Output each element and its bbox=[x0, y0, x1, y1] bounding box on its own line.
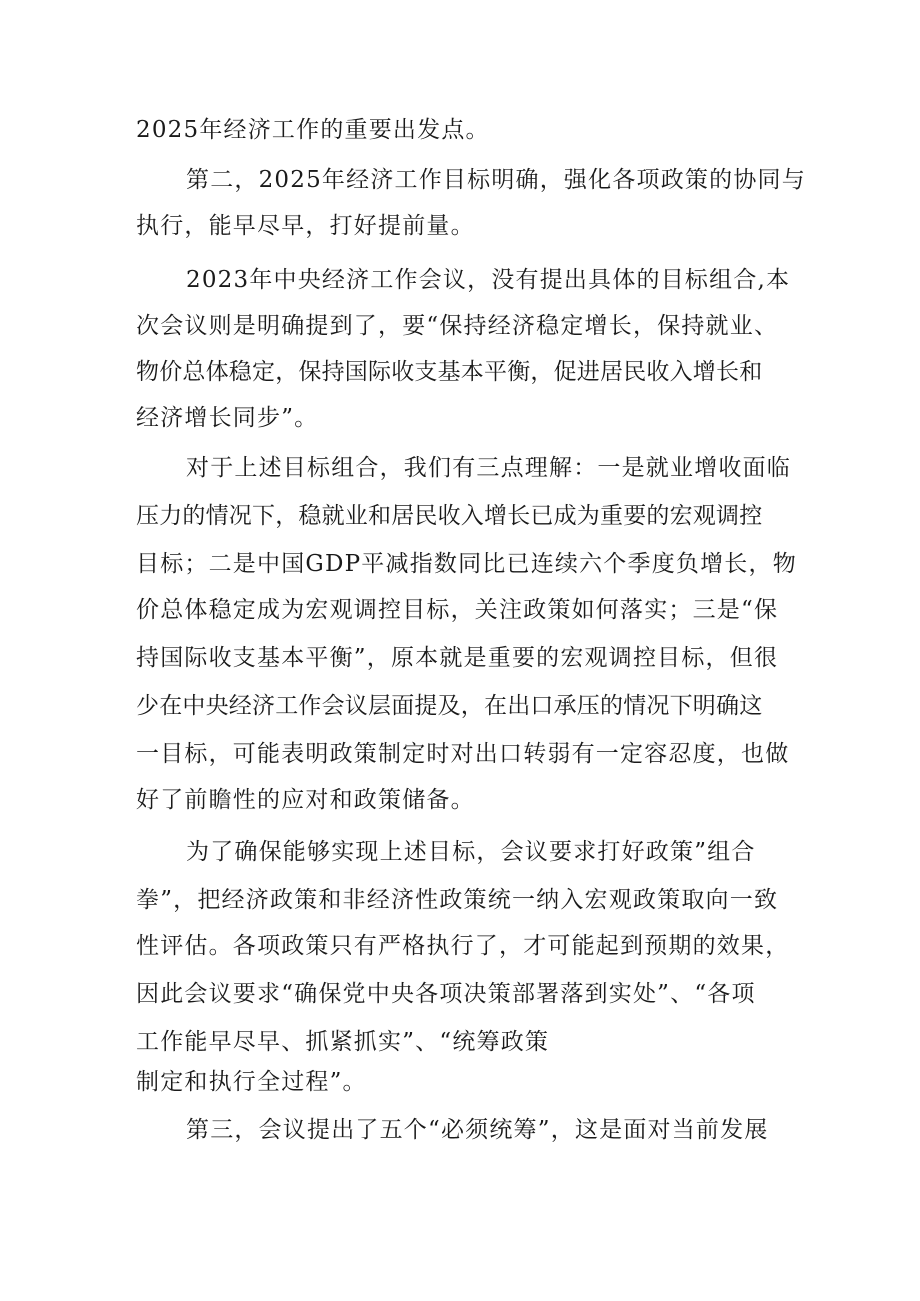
text-line: 因此会议要求“确保党中央各项决策部署落到实处”、“各项 bbox=[136, 981, 756, 1007]
text-line: 工作能早尽早、抓紧抓实”、“统筹政策 bbox=[136, 1029, 550, 1055]
text-line: 好了前瞻性的应对和政策储备。 bbox=[136, 787, 475, 813]
text-line: 一目标，可能表明政策制定时对出口转弱有一定容忍度，也做 bbox=[136, 741, 790, 767]
text-line: 目标；二是中国GDP平减指数同比已连续六个季度负增长，物 bbox=[136, 551, 797, 577]
text-line: 制定和执行全过程”。 bbox=[136, 1069, 367, 1095]
text-line: 性评估。各项政策只有严格执行了，才可能起到预期的效果， bbox=[136, 933, 790, 959]
paragraph-first-line: 第三，会议提出了五个“必须统筹”，这是面对当前发展 bbox=[186, 1117, 769, 1143]
text-line: 执行，能早尽早，打好提前量。 bbox=[136, 213, 475, 239]
text-line: 价总体稳定成为宏观调控目标，关注政策如何落实；三是“保 bbox=[136, 597, 779, 623]
paragraph-first-line: 2023年中央经济工作会议，没有提出具体的目标组合,本 bbox=[186, 267, 791, 293]
text-line: 拳”，把经济政策和非经济性政策统一纳入宏观政策取向一致 bbox=[136, 887, 779, 913]
paragraph-first-line: 为了确保能够实现上述目标，会议要求打好政策”组合 bbox=[186, 839, 756, 865]
text-line: 次会议则是明确提到了，要“保持经济稳定增长，保持就业、 bbox=[136, 313, 779, 339]
text-line: 物价总体稳定，保持国际收支基本平衡，促进居民收入增长和 bbox=[136, 359, 763, 385]
text-line: 压力的情况下，稳就业和居民收入增长已成为重要的宏观调控 bbox=[136, 503, 763, 529]
text-line: 2025年经济工作的重要出发点。 bbox=[136, 117, 490, 143]
paragraph-first-line: 对于上述目标组合，我们有三点理解：一是就业增收面临 bbox=[186, 455, 791, 481]
text-line: 少在中央经济工作会议层面提及，在出口承压的情况下明确这 bbox=[136, 693, 763, 719]
text-line: 持国际收支基本平衡”，原本就是重要的宏观调控目标，但很 bbox=[136, 645, 779, 671]
paragraph-first-line: 第二，2025年经济工作目标明确，强化各项政策的协同与 bbox=[186, 167, 806, 193]
text-line: 经济增长同步”。 bbox=[136, 405, 319, 431]
